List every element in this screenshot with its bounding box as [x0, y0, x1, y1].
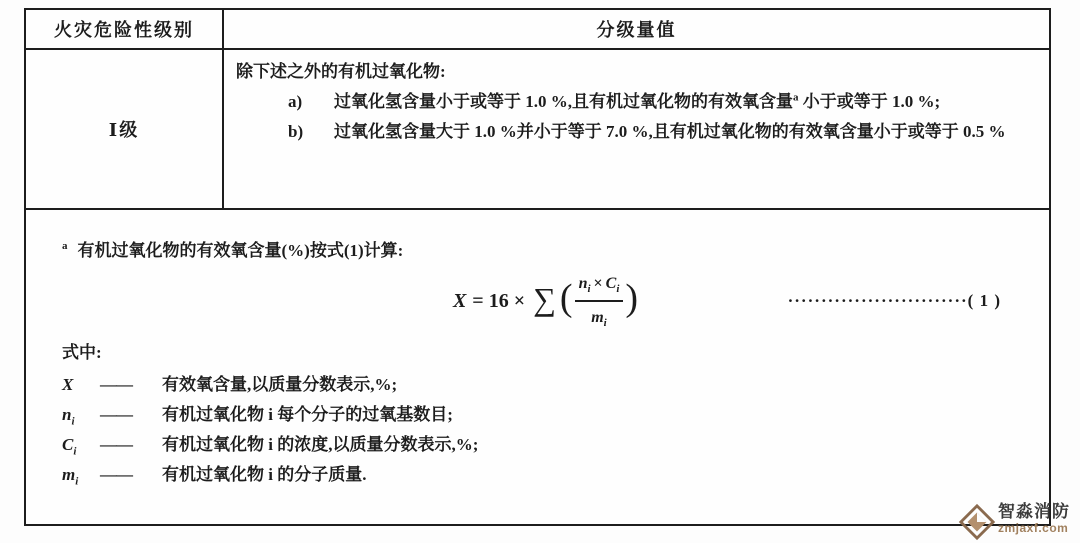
definition-description: 有效氧含量,以质量分数表示,%;	[162, 375, 398, 394]
header-cell-hazard-level: 火灾危险性级别	[26, 10, 224, 48]
definition-row-m	[62, 460, 1029, 490]
definition-description: 有机过氧化物 i 的分子质量.	[162, 465, 367, 484]
footnote-intro-text: 有机过氧化物的有效氧含量(%)按式(1)计算:	[77, 241, 404, 260]
definition-dash: ——	[100, 375, 132, 394]
dotted-leader: ···························	[787, 291, 968, 310]
definition-dash: ——	[100, 435, 132, 454]
formula-lhs-variable: X	[452, 290, 467, 312]
denominator-m-subscript: i	[603, 317, 607, 330]
formula-open-paren: (	[559, 277, 573, 319]
item-a-text	[334, 87, 1031, 117]
definition-row-n	[62, 400, 1029, 430]
equation-number: ( 1 )	[967, 291, 1001, 310]
sigma-summation-symbol: ∑	[533, 281, 556, 317]
item-b-marker: b)	[288, 122, 304, 141]
fire-hazard-classification-table	[24, 8, 1051, 526]
item-a-text-pre: 过氧化氢含量小于或等于 1.0 %,且有机过氧化物的有效氧含量	[334, 92, 793, 111]
watermark-logo-icon	[958, 503, 996, 541]
symbol-letter: X	[62, 375, 74, 394]
denominator-m: m	[591, 309, 604, 326]
symbol-subscript: i	[75, 475, 79, 488]
definition-symbol	[62, 370, 100, 400]
numerator-n: n	[578, 275, 588, 292]
numerator-n-subscript: i	[587, 283, 591, 296]
definition-description: 有机过氧化物 i 每个分子的过氧基数目;	[162, 405, 453, 424]
definition-symbol	[62, 430, 100, 460]
symbol-subscript: i	[73, 445, 77, 458]
watermark	[958, 497, 1070, 541]
level-cell: Ⅰ级	[26, 50, 224, 208]
footnote-section	[26, 210, 1049, 490]
formula-fraction	[575, 269, 624, 333]
criteria-item-b	[288, 117, 1031, 147]
definition-row-c	[62, 430, 1029, 460]
definition-symbol	[62, 400, 100, 430]
watermark-title: 智淼消防	[998, 502, 1070, 522]
table-header-row	[26, 10, 1049, 50]
definition-description: 有机过氧化物 i 的浓度,以质量分数表示,%;	[162, 435, 479, 454]
definition-symbol	[62, 460, 100, 490]
formula-row	[62, 270, 1029, 332]
item-a-text-post: 小于或等于 1.0 %;	[798, 92, 941, 111]
symbol-subscript: i	[71, 415, 75, 428]
criteria-intro: 除下述之外的有机过氧化物:	[236, 62, 446, 81]
footnote-intro	[62, 236, 1029, 266]
where-label: 式中:	[62, 343, 102, 362]
formula-close-paren: )	[625, 277, 639, 319]
criteria-item-a	[288, 87, 1031, 117]
numerator-c: C	[605, 275, 617, 292]
symbol-letter: m	[62, 465, 76, 484]
definition-dash: ——	[100, 405, 132, 424]
item-a-marker: a)	[288, 92, 303, 111]
formula-equals-coefficient: = 16 ×	[472, 290, 526, 312]
fraction-denominator	[591, 302, 607, 333]
watermark-texts	[998, 503, 1070, 535]
item-b-text	[334, 117, 1031, 147]
criteria-cell	[224, 50, 1049, 208]
symbol-letter: C	[62, 435, 74, 454]
formula-equation-1	[453, 269, 638, 333]
numerator-times: ×	[593, 275, 603, 292]
watermark-domain: zmjaxf.com	[998, 520, 1069, 535]
table-body-row	[26, 50, 1049, 210]
formula-leader-and-number	[788, 286, 1001, 316]
symbol-letter: n	[62, 405, 72, 424]
fraction-numerator	[575, 269, 624, 302]
numerator-c-subscript: i	[616, 283, 620, 296]
header-cell-classification-value: 分级量值	[596, 20, 677, 40]
definition-dash: ——	[100, 465, 132, 484]
item-b-text-pre: 过氧化氢含量大于 1.0 %并小于等于 7.0 %,且有机过氧化物的有效氧含量小于或等于 0.5 %	[334, 122, 1006, 141]
footnote-marker-sup: a	[62, 240, 68, 253]
definition-row-x	[62, 370, 1029, 400]
item-a-footnote-sup: a	[793, 91, 799, 104]
